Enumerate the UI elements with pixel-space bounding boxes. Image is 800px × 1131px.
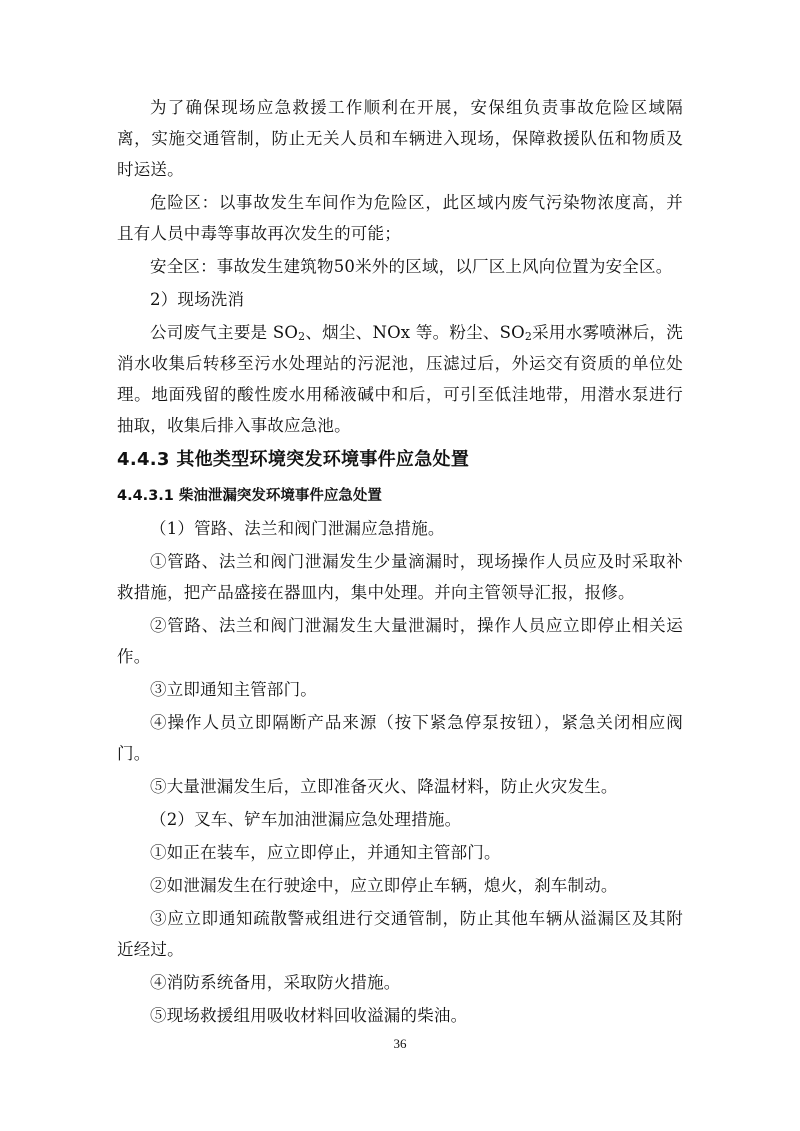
paragraph-large-leak: ②管路、法兰和阀门泄漏发生大量泄漏时，操作人员应立即停止相关运作。 xyxy=(117,616,683,666)
waste-gas-text-1: 公司废气主要是 SO xyxy=(150,323,299,342)
waste-gas-subscript-1: 2 xyxy=(298,330,306,343)
paragraph-traffic-control: ③应立即通知疏散警戒组进行交通管制，防止其他车辆从溢漏区及其附近经过。 xyxy=(117,909,683,959)
paragraph-danger-zone: 危险区：以事故发生车间作为危险区，此区域内废气污染物浓度高，并且有人员中毒等事故再次发生的可能； xyxy=(117,193,683,243)
paragraph-decontamination-title: 2）现场洗消 xyxy=(150,290,245,309)
document-body xyxy=(117,92,683,1033)
paragraph-fire-prevention: ⑤大量泄漏发生后，立即准备灭火、降温材料，防止火灾发生。 xyxy=(150,777,618,796)
paragraph-waste-gas xyxy=(117,317,683,441)
paragraph-forklift-measures: （2）叉车、铲车加油泄漏应急处理措施。 xyxy=(150,810,462,829)
paragraph-isolate-source: ④操作人员立即隔断产品来源（按下紧急停泵按钮），紧急关闭相应阀门。 xyxy=(117,713,683,763)
section-heading-4-4-3: 4.4.3 其他类型环境突发环境事件应急处置 xyxy=(117,449,470,470)
waste-gas-subscript-2: 2 xyxy=(524,330,533,343)
waste-gas-text-3: 采用水雾喷淋后，洗消水收集后转移至污水处理站的污泥池，压滤过后，外运交有资质的单位处理。地面残留的酸性废水用稀液碱中和后，可引至低洼地带，用潜水泵进行抽取，收集后排入事故应急池。 xyxy=(117,323,683,435)
paragraph-absorb-diesel: ⑤现场救援组用吸收材料回收溢漏的柴油。 xyxy=(150,1006,468,1025)
waste-gas-text-2: 、烟尘、NOx 等。粉尘、SO xyxy=(305,323,525,342)
paragraph-fire-system-standby: ④消防系统备用，采取防火措施。 xyxy=(150,973,401,992)
paragraph-pipeline-measures: （1）管路、法兰和阀门泄漏应急措施。 xyxy=(150,519,445,538)
subsection-heading-4-4-3-1: 4.4.3.1 柴油泄漏突发环境事件应急处置 xyxy=(117,488,382,504)
page-number: 36 xyxy=(393,1036,407,1051)
paragraph-small-leak: ①管路、法兰和阀门泄漏发生少量滴漏时，现场操作人员应及时采取补救措施，把产品盛接在器皿内，集中处理。并向主管领导汇报，报修。 xyxy=(117,552,683,602)
paragraph-stop-vehicle: ②如泄漏发生在行驶途中，应立即停止车辆，熄火，刹车制动。 xyxy=(150,876,618,895)
paragraph-safety-isolation: 为了确保现场应急救援工作顺利在开展，安保组负责事故危险区域隔离，实施交通管制，防止无关人员和车辆进入现场，保障救援队伍和物质及时运送。 xyxy=(117,98,683,179)
paragraph-notify-department: ③立即通知主管部门。 xyxy=(150,680,317,699)
paragraph-safe-zone: 安全区：事故发生建筑物50米外的区域，以厂区上风向位置为安全区。 xyxy=(150,257,673,276)
paragraph-stop-loading: ①如正在装车，应立即停止，并通知主管部门。 xyxy=(150,843,501,862)
